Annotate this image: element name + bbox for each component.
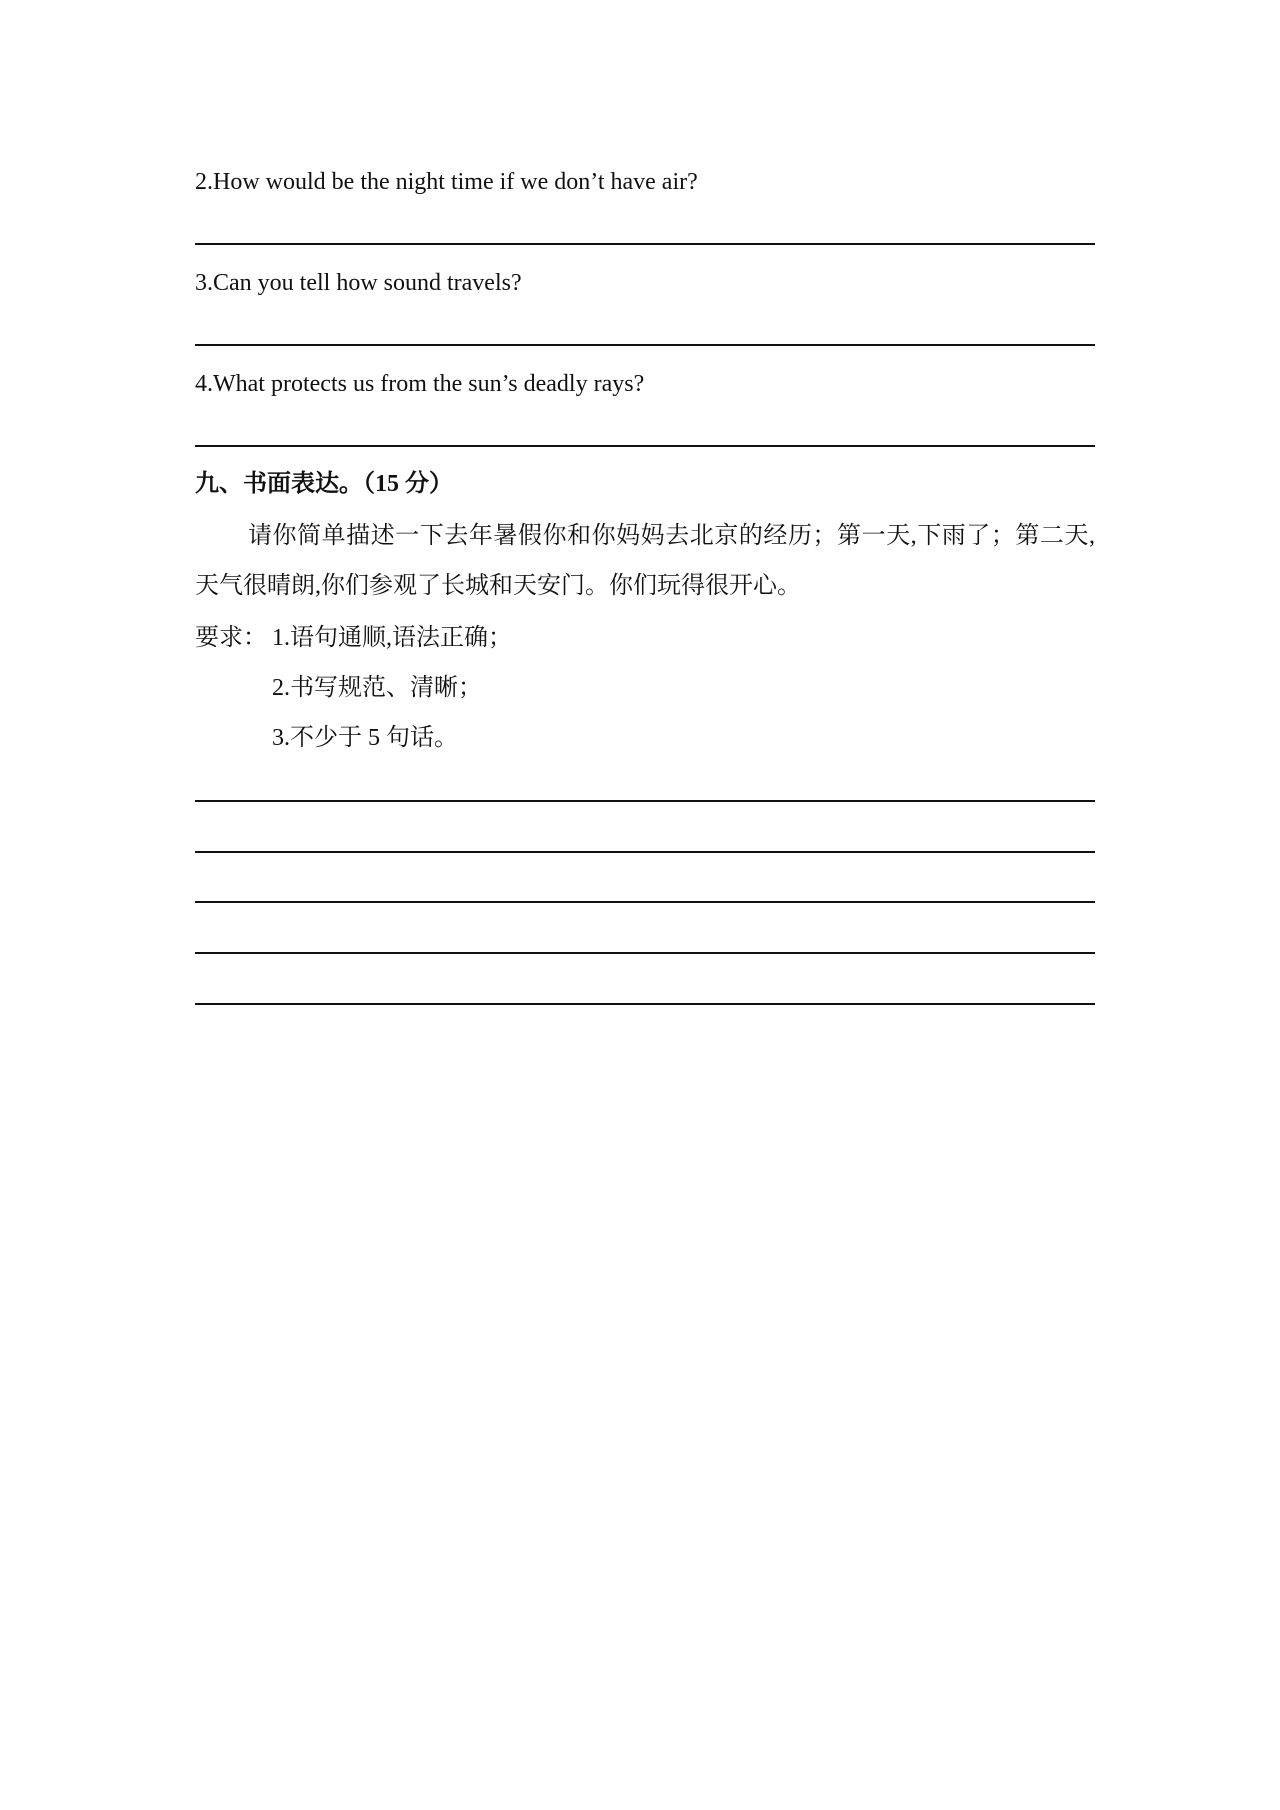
question-4: 4.What protects us from the sun’s deadly rays?: [195, 371, 645, 397]
writing-line-1[interactable]: [195, 800, 1095, 802]
answer-line-q4[interactable]: [195, 445, 1095, 447]
writing-line-3[interactable]: [195, 901, 1095, 903]
requirement-2: 2.书写规范、清晰；: [272, 675, 482, 701]
answer-line-q2[interactable]: [195, 243, 1095, 245]
question-3: 3.Can you tell how sound travels?: [195, 270, 522, 296]
requirement-1: 1.语句通顺,语法正确；: [272, 625, 512, 651]
writing-prompt: 请你简单描述一下去年暑假你和你妈妈去北京的经历；第一天,下雨了；第二天,天气很晴朗,你们参观了长城和天安门。你们玩得很开心。: [195, 523, 1095, 599]
writing-line-2[interactable]: [195, 851, 1095, 853]
writing-line-4[interactable]: [195, 952, 1095, 954]
question-2: 2.How would be the night time if we don’t have air?: [195, 169, 698, 195]
section-9-title: 九、书面表达。（15 分）: [195, 471, 453, 497]
answer-line-q3[interactable]: [195, 344, 1095, 346]
writing-line-5[interactable]: [195, 1003, 1095, 1005]
requirements-label: 要求：: [195, 625, 267, 651]
requirement-3: 3.不少于 5 句话。: [272, 725, 458, 751]
